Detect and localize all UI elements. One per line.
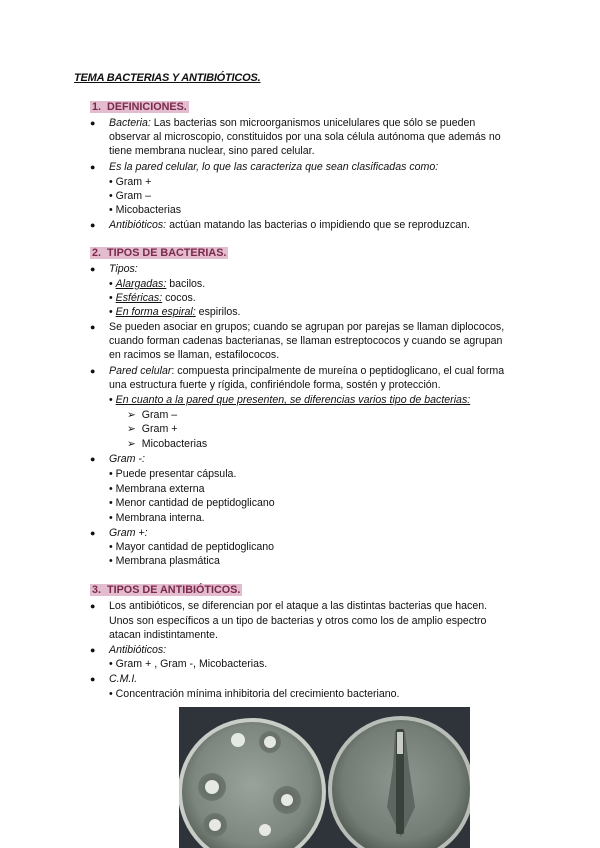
arrow-list-item: ➢ Gram – bbox=[127, 409, 178, 421]
list-item: • En forma espiral: espirilos. bbox=[109, 306, 241, 318]
paragraph-line: Antibióticos: actúan matando las bacterias o impidiendo que se reproduzcan. bbox=[109, 219, 471, 231]
paragraph-line: Unos son específicos a un tipo de bacterias y otros como los de amplio espectro bbox=[109, 615, 487, 627]
paragraph-line: en racimos se llaman, estafilococos. bbox=[109, 349, 280, 361]
antibiotic-disc bbox=[231, 733, 245, 747]
paragraph-line: Gram -: bbox=[109, 453, 145, 465]
bullet-icon: ● bbox=[90, 454, 96, 464]
antibiotic-disc bbox=[209, 819, 221, 831]
bullet-icon: ● bbox=[90, 322, 96, 332]
bullet-icon: ● bbox=[90, 366, 96, 376]
list-item: • Gram – bbox=[109, 190, 151, 202]
antibiotic-disc bbox=[281, 794, 293, 806]
bullet-icon: ● bbox=[90, 220, 96, 230]
bullet-icon: ● bbox=[90, 118, 96, 128]
section-heading-definiciones: 1. DEFINICIONES. bbox=[92, 101, 187, 113]
list-item: • Mayor cantidad de peptidoglicano bbox=[109, 541, 275, 553]
paragraph-line: • En cuanto a la pared que presenten, se diferencias varios tipo de bacterias: bbox=[109, 394, 471, 406]
bullet-icon: ● bbox=[90, 264, 96, 274]
list-item: • Gram + bbox=[109, 176, 152, 188]
list-item: • Gram + , Gram -, Micobacterias. bbox=[109, 658, 268, 670]
list-item: • Puede presentar cápsula. bbox=[109, 468, 237, 480]
list-item: • Micobacterias bbox=[109, 204, 182, 216]
bullet-icon: ● bbox=[90, 162, 96, 172]
paragraph-line: Es la pared celular, lo que las caracteriza que sean clasificadas como: bbox=[109, 161, 439, 173]
paragraph-line: Antibióticos: bbox=[109, 644, 167, 656]
antibiotic-disc bbox=[205, 780, 219, 794]
bullet-icon: ● bbox=[90, 528, 96, 538]
bullet-icon: ● bbox=[90, 645, 96, 655]
list-item: • Alargadas: bacilos. bbox=[109, 278, 206, 290]
section-heading-tipos-antibioticos: 3. TIPOS DE ANTIBIÓTICOS. bbox=[92, 584, 241, 596]
paragraph-line: una estructura fuerte y rígida, confiriéndole forma, sostén y protección. bbox=[109, 379, 441, 391]
petri-dish-photo bbox=[179, 707, 470, 848]
list-item: • Membrana externa bbox=[109, 483, 205, 495]
paragraph-line: observar al microscopio, constituidos por una sola célula autónoma que además no bbox=[109, 131, 501, 143]
arrow-list-item: ➢ Micobacterias bbox=[127, 438, 208, 450]
paragraph-line: Tipos: bbox=[109, 263, 138, 275]
arrow-list-item: ➢ Gram + bbox=[127, 423, 178, 435]
paragraph-line: Los antibióticos, se diferencian por el ataque a las distintas bacterias que hacen. bbox=[109, 600, 488, 612]
bullet-icon: ● bbox=[90, 601, 96, 611]
bullet-icon: ● bbox=[90, 674, 96, 684]
arrow-icon: ➢ bbox=[127, 423, 136, 435]
list-item: • Concentración mínima inhibitoria del crecimiento bacteriano. bbox=[109, 688, 400, 700]
document-title: TEMA BACTERIAS Y ANTIBIÓTICOS. bbox=[74, 72, 261, 84]
paragraph-line: C.M.I. bbox=[109, 673, 138, 685]
list-item: • Menor cantidad de peptidoglicano bbox=[109, 497, 275, 509]
paragraph-line: Bacteria: Las bacterias son microorganismos unicelulares que sólo se pueden bbox=[109, 117, 476, 129]
paragraph-line: Pared celular: compuesta principalmente de mureína o peptidoglicano, el cual forma bbox=[109, 365, 505, 377]
paragraph-line: atacan indistintamente. bbox=[109, 629, 218, 641]
arrow-icon: ➢ bbox=[127, 409, 136, 421]
paragraph-line: Se pueden asociar en grupos; cuando se agrupan por parejas se llaman diplococos, bbox=[109, 321, 505, 333]
paragraph-line: Gram +: bbox=[109, 527, 148, 539]
arrow-icon: ➢ bbox=[127, 438, 136, 450]
petri-dish-illustration bbox=[179, 707, 470, 848]
antibiotic-disc bbox=[264, 736, 276, 748]
section-heading-tipos-bacterias: 2. TIPOS DE BACTERIAS. bbox=[92, 247, 227, 259]
paragraph-line: cuando forman cadenas bacterianas, se llaman estreptococos y cuando se agrupan bbox=[109, 335, 503, 347]
list-item: • Membrana plasmática bbox=[109, 555, 220, 567]
paragraph-line: tiene membrana nuclear, sino pared celular. bbox=[109, 145, 315, 157]
list-item: • Membrana interna. bbox=[109, 512, 205, 524]
list-item: • Esféricas: cocos. bbox=[109, 292, 196, 304]
antibiotic-disc bbox=[259, 824, 271, 836]
